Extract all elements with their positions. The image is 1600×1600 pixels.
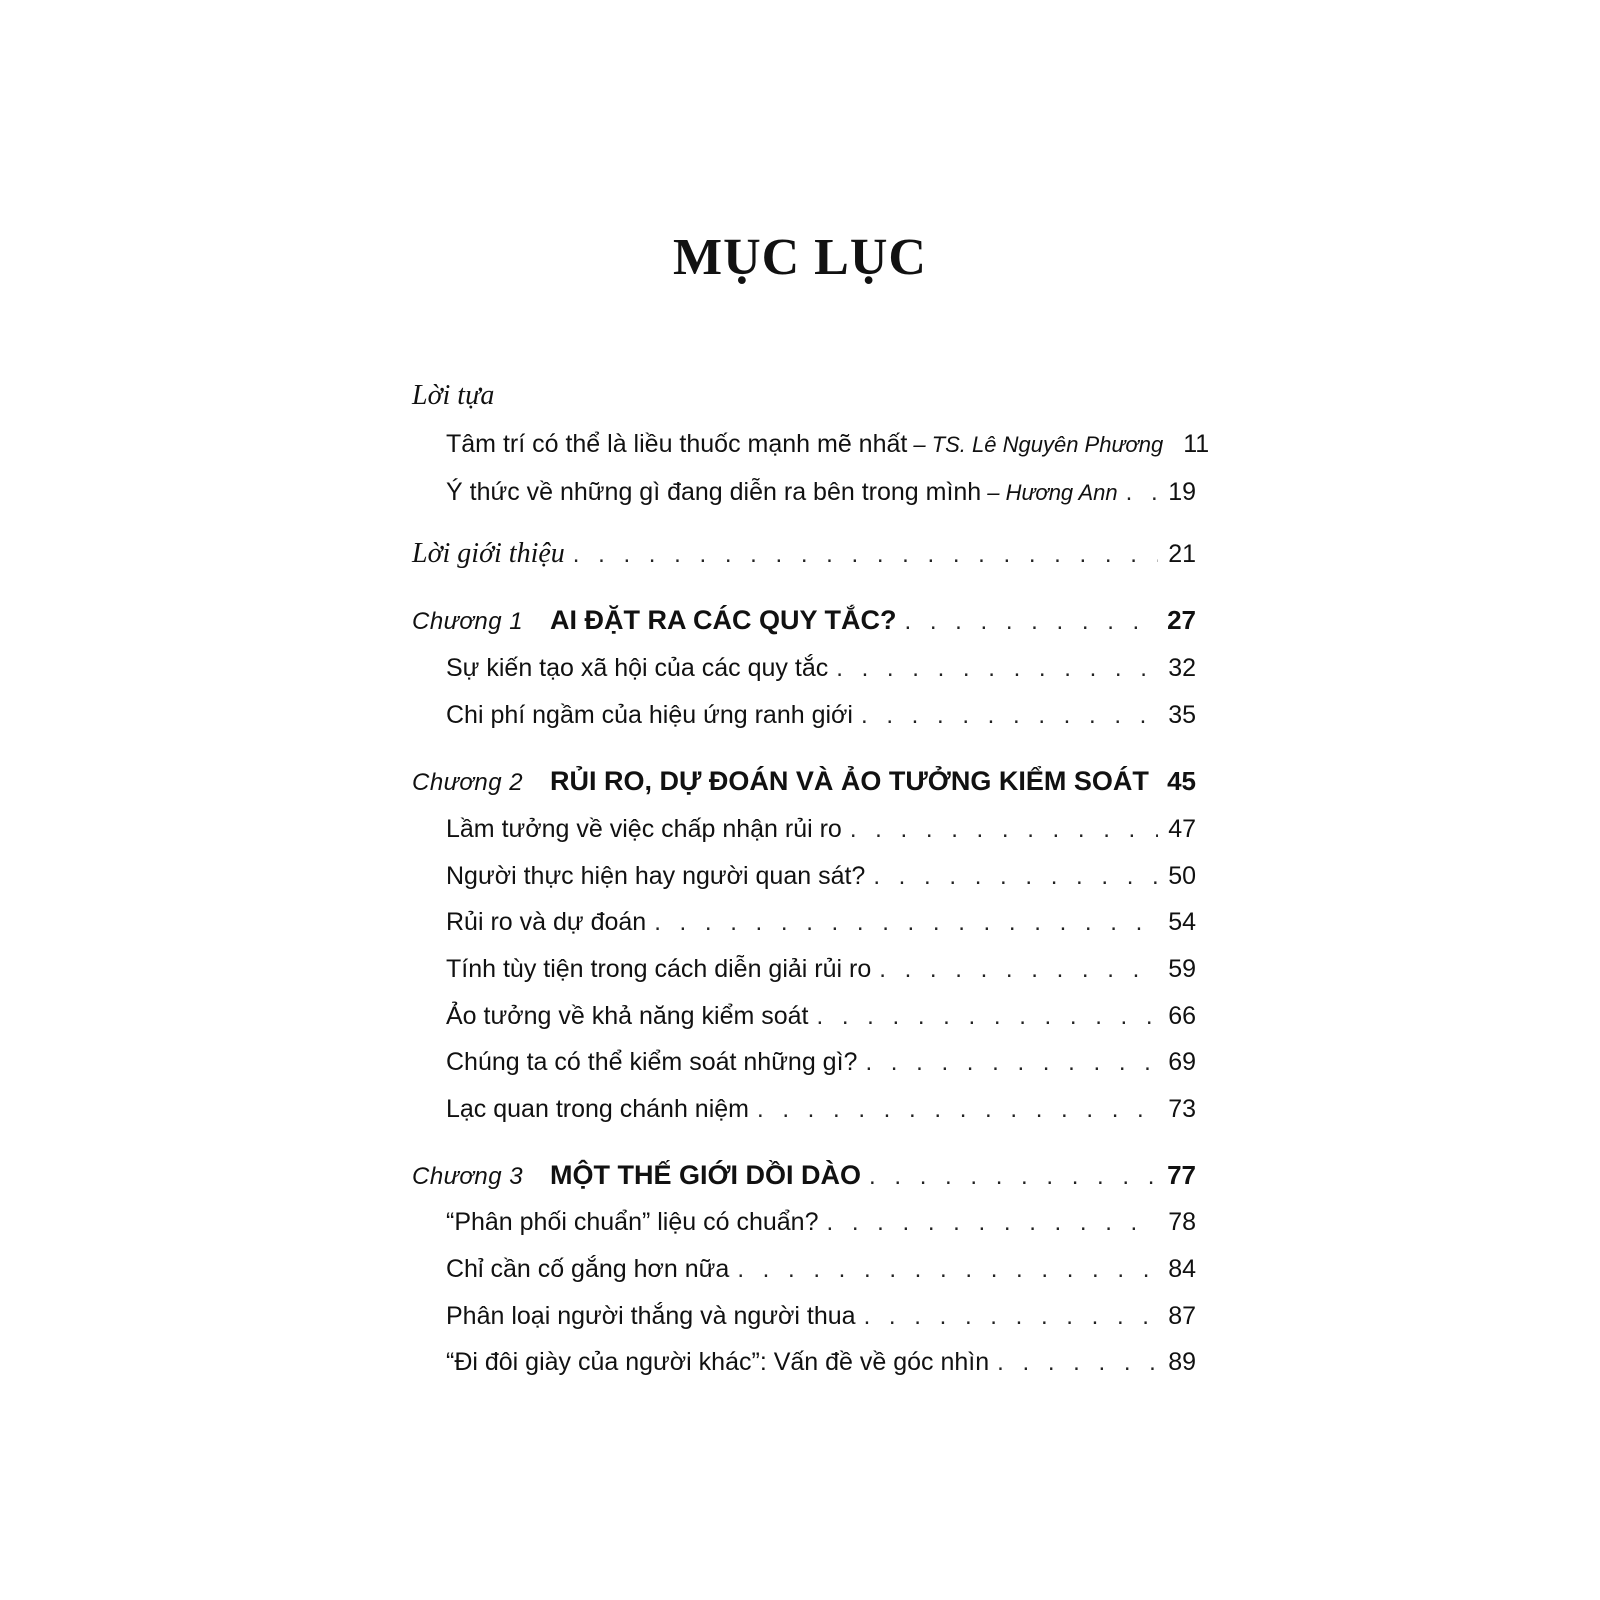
- entry-title: Tính tùy tiện trong cách diễn giải rủi ro: [446, 955, 872, 983]
- page-number: 54: [1168, 908, 1196, 936]
- dot-leader: [817, 997, 1159, 1037]
- page-number: 87: [1168, 1302, 1196, 1330]
- toc-chapter-1[interactable]: [412, 600, 1196, 640]
- page-number: 19: [1168, 478, 1196, 506]
- toc-entry[interactable]: [412, 695, 1196, 735]
- toc-entry[interactable]: [412, 1202, 1196, 1242]
- page-number: 73: [1168, 1095, 1196, 1123]
- dot-leader: [873, 857, 1158, 897]
- toc-entry[interactable]: [412, 648, 1196, 688]
- dot-leader: [654, 903, 1158, 943]
- toc-chapter-2[interactable]: [412, 761, 1196, 801]
- entry-title: “Phân phối chuẩn” liệu có chuẩn?: [446, 1208, 819, 1236]
- toc-entry[interactable]: [412, 949, 1196, 989]
- toc-entry[interactable]: [412, 1342, 1196, 1382]
- dot-leader: [879, 950, 1158, 990]
- entry-title: Chi phí ngầm của hiệu ứng ranh giới: [446, 701, 853, 729]
- toc-section-preface[interactable]: [412, 376, 1196, 416]
- dot-leader: [865, 1043, 1158, 1083]
- dot-leader: [850, 810, 1158, 850]
- entry-title: Sự kiến tạo xã hội của các quy tắc: [446, 654, 829, 682]
- chapter-title: AI ĐẶT RA CÁC QUY TẮC?: [550, 605, 897, 635]
- page-number: 77: [1167, 1160, 1196, 1190]
- toc-entry[interactable]: [412, 809, 1196, 849]
- chapter-title: MỘT THẾ GIỚI DỒI DÀO: [550, 1160, 862, 1190]
- entry-title: Phân loại người thắng và người thua: [446, 1302, 856, 1330]
- toc-entry[interactable]: [412, 902, 1196, 942]
- dot-leader: [1157, 763, 1158, 803]
- entry-title: Rủi ro và dự đoán: [446, 908, 647, 936]
- dot-leader: [864, 1297, 1158, 1337]
- entry-title: Ý thức về những gì đang diễn ra bên trong mình: [446, 478, 982, 506]
- dot-leader: [836, 649, 1158, 689]
- chapter-number: Chương 1: [412, 608, 524, 635]
- toc-entry[interactable]: [412, 1296, 1196, 1336]
- dot-leader: [737, 1250, 1158, 1290]
- dot-leader: [861, 696, 1158, 736]
- section-label: Lời giới thiệu: [412, 538, 565, 569]
- entry-title: Người thực hiện hay người quan sát?: [446, 862, 866, 890]
- entry-title: Chúng ta có thể kiểm soát những gì?: [446, 1048, 858, 1076]
- entry-title: Chỉ cần cố gắng hơn nữa: [446, 1255, 730, 1283]
- entry-title: Tâm trí có thể là liều thuốc mạnh mẽ nhất: [446, 430, 908, 458]
- page-number: 32: [1168, 654, 1196, 682]
- section-label: Lời tựa: [412, 380, 495, 411]
- page-number: 47: [1168, 815, 1196, 843]
- page-number: 59: [1168, 955, 1196, 983]
- dot-leader: [827, 1203, 1159, 1243]
- entry-title: Lạc quan trong chánh niệm: [446, 1095, 749, 1123]
- chapter-number: Chương 2: [412, 769, 524, 796]
- entry-title: Lầm tưởng về việc chấp nhận rủi ro: [446, 815, 842, 843]
- entry-title: “Đi đôi giày của người khác”: Vấn đề về góc nhìn: [446, 1348, 990, 1376]
- toc-entry[interactable]: [412, 856, 1196, 896]
- page-number: 69: [1168, 1048, 1196, 1076]
- page-number: 45: [1167, 766, 1196, 796]
- dot-leader: [757, 1090, 1158, 1130]
- toc-chapter-3[interactable]: [412, 1155, 1196, 1195]
- toc-entry[interactable]: [412, 424, 1210, 464]
- toc-entry[interactable]: [412, 996, 1196, 1036]
- dot-leader: [1126, 473, 1158, 513]
- toc-section-introduction[interactable]: [412, 534, 1196, 574]
- chapter-number: Chương 3: [412, 1163, 524, 1190]
- dot-leader: [869, 1157, 1158, 1197]
- entry-title: Ảo tưởng về khả năng kiểm soát: [446, 1002, 809, 1030]
- page-number: 89: [1168, 1348, 1196, 1376]
- page-number: 50: [1168, 862, 1196, 890]
- page-number: 84: [1168, 1255, 1196, 1283]
- toc-entry[interactable]: [412, 1249, 1196, 1289]
- chapter-title: RỦI RO, DỰ ĐOÁN VÀ ẢO TƯỞNG KIỂM SOÁT: [550, 766, 1149, 796]
- page-number: 21: [1168, 540, 1196, 568]
- dot-leader: [905, 602, 1159, 642]
- toc-entry[interactable]: [412, 472, 1196, 512]
- entry-author: – TS. Lê Nguyên Phương: [913, 432, 1164, 457]
- page-number: 11: [1183, 430, 1210, 458]
- page-title: MỤC LỤC: [673, 229, 927, 286]
- dot-leader: [573, 535, 1158, 575]
- toc-entry[interactable]: [412, 1042, 1196, 1082]
- toc-entry[interactable]: [412, 1089, 1196, 1129]
- dot-leader: [997, 1343, 1158, 1383]
- entry-author: – Hương Ann: [987, 480, 1118, 505]
- page-number: 66: [1168, 1002, 1196, 1030]
- page-number: 35: [1168, 701, 1196, 729]
- page-number: 78: [1168, 1208, 1196, 1236]
- page-number: 27: [1167, 605, 1196, 635]
